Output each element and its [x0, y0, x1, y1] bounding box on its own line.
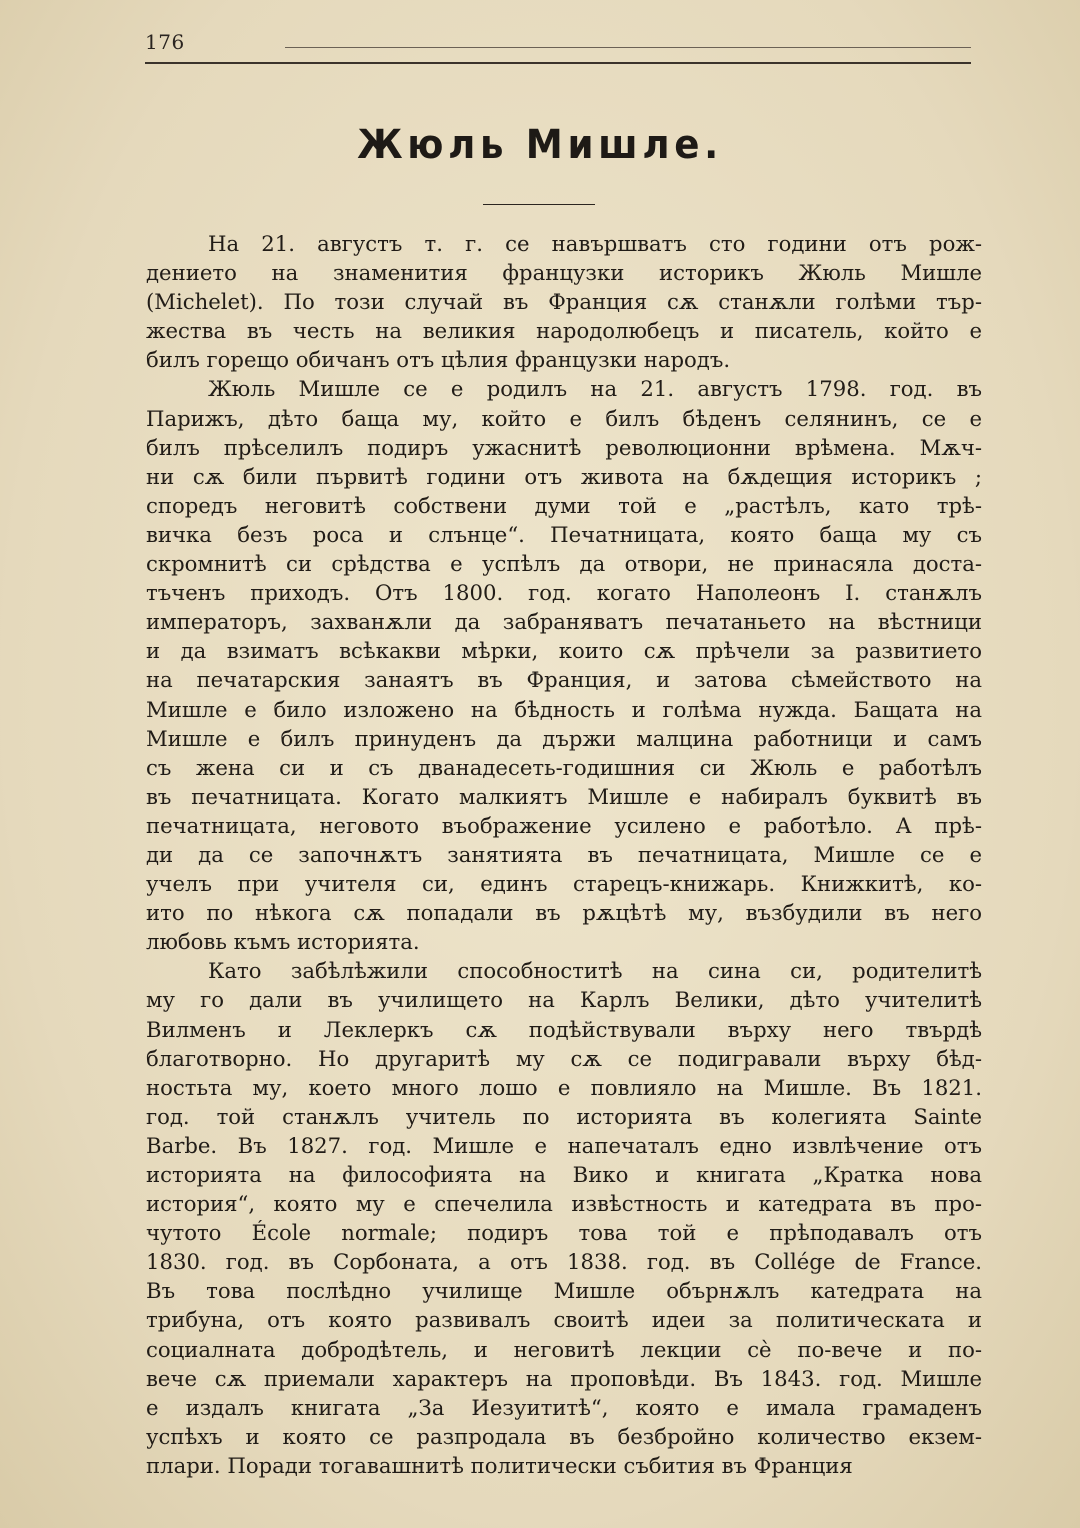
text-line: жества въ честь на великия народолюбецъ и писатель, който е: [146, 318, 982, 344]
text-line: и да взиматъ всѣкакви мѣрки, които сѫ прѣчели за развитието: [146, 638, 982, 664]
text-line: ди да се започнѫтъ занятията въ печатницата, Мишле се е: [146, 841, 982, 867]
text-line: императоръ, захванѫли да забраняватъ печатаньето на вѣстници: [146, 609, 982, 635]
text-line: тъченъ приходъ. Отъ 1800. год. когато Наполеонъ I. станѫлъ: [146, 580, 982, 606]
text-line: благотворно. Но другаритѣ му сѫ се подигравали върху бѣд-: [146, 1045, 982, 1071]
text-line: год. той станѫлъ учитель по историята въ колегията Sainte: [146, 1103, 982, 1129]
text-line: билъ горещо обичанъ отъ цѣлия французки народъ.: [146, 347, 731, 373]
text-line: На 21. августъ т. г. се навършватъ сто години отъ рож-: [208, 231, 982, 256]
text-line: успѣхъ и която се разпродала въ безбройно количество екзем-: [146, 1423, 982, 1449]
text-line: ито по нѣкога сѫ попадали въ рѫцѣтѣ му, възбудили въ него: [146, 900, 982, 926]
text-line: дението на знаменития французки историкъ Жюль Мишле: [146, 260, 982, 286]
text-line: чутото École normale; подиръ това той е прѣподавалъ отъ: [146, 1220, 982, 1246]
page-number: 176: [145, 30, 185, 54]
text-line: му го дали въ училището на Карлъ Велики, дѣто учителитѣ: [146, 987, 982, 1013]
text-line: Жюль Мишле се е родилъ на 21. августъ 1798. год. въ: [208, 376, 982, 402]
text-line: въ печатницата. Когато малкиятъ Мишле е набиралъ буквитѣ въ: [146, 783, 982, 809]
text-line: скромнитѣ си срѣдства е успѣлъ да отвори, не принасяла доста-: [146, 551, 982, 577]
text-line: ностьта му, което много лошо е повлияло на Мишле. Въ 1821.: [146, 1074, 982, 1100]
text-line: плари. Поради тогавашнитѣ политически събития въ Франция: [146, 1452, 853, 1478]
text-line: Въ това послѣдно училище Мишле обърнѫлъ катедрата на: [146, 1278, 982, 1304]
text-line: съ жена си и съ дванадесеть-годишния си Жюль е работѣлъ: [146, 754, 982, 780]
text-line: трибуна, отъ която развивалъ своитѣ идеи за политическата и: [146, 1307, 982, 1333]
text-line: Парижъ, дѣто баща му, който е билъ бѣденъ селянинъ, се е: [146, 405, 982, 431]
text-line: историята на философията на Вико и книгата „Кратка нова: [146, 1162, 982, 1187]
paragraph: [146, 229, 982, 374]
text-line: билъ прѣселилъ подиръ ужаснитѣ революционни врѣмена. Мѫч-: [146, 434, 982, 460]
text-line: социалната добродѣтель, и неговитѣ лекции сѐ по-вече и по-: [146, 1336, 982, 1362]
text-line: Barbe. Въ 1827. год. Мишле е напечаталъ едно извлѣчение отъ: [146, 1132, 982, 1158]
text-line: Като забѣлѣжили способноститѣ на сина си, родителитѣ: [208, 958, 982, 984]
paragraph: [146, 374, 982, 956]
text-line: любовь къмъ историята.: [146, 929, 420, 955]
text-line: Вилменъ и Леклеркъ сѫ подѣйствували върху него твърдѣ: [146, 1016, 982, 1042]
title-divider: [483, 204, 595, 205]
text-line: споредъ неговитѣ собствени думи той е „растѣлъ, като трѣ-: [146, 492, 982, 518]
text-line: история“, която му е спечелила извѣстность и катедрата въ про-: [146, 1191, 982, 1217]
text-line: ни сѫ били първитѣ години отъ живота на бѫдещия историкъ ;: [146, 463, 982, 489]
text-line: учелъ при учителя си, единъ старецъ-книжарь. Книжкитѣ, ко-: [146, 871, 982, 897]
text-line: на печатарския занаятъ въ Франция, и затова сѣмейството на: [146, 667, 982, 693]
article-body: [146, 229, 982, 1480]
text-line: вичка безъ роса и слънце“. Печатницата, която баща му съ: [146, 521, 982, 547]
header-rule-thin: [285, 47, 971, 48]
article-title: Жюль Мишле.: [357, 122, 723, 168]
text-line: Мишле е било изложено на бѣдность и голѣма нужда. Бащата на: [146, 696, 982, 722]
text-line: вече сѫ приемали характеръ на проповѣди. Въ 1843. год. Мишле: [146, 1365, 982, 1391]
paragraph: [146, 956, 982, 1480]
text-line: Мишле е билъ принуденъ да държи малцина работници и самъ: [146, 725, 982, 751]
header-rule: [145, 62, 971, 64]
text-line: е издалъ книгата „За Иезуититѣ“, която е имала грамаденъ: [146, 1394, 982, 1420]
text-line: (Michelet). По този случай въ Франция сѫ станѫли голѣми тър-: [146, 289, 982, 315]
text-line: печатницата, неговото въображение усилено е работѣло. А прѣ-: [146, 812, 982, 838]
text-line: 1830. год. въ Сорбоната, а отъ 1838. год. въ Collége de France.: [146, 1249, 982, 1275]
